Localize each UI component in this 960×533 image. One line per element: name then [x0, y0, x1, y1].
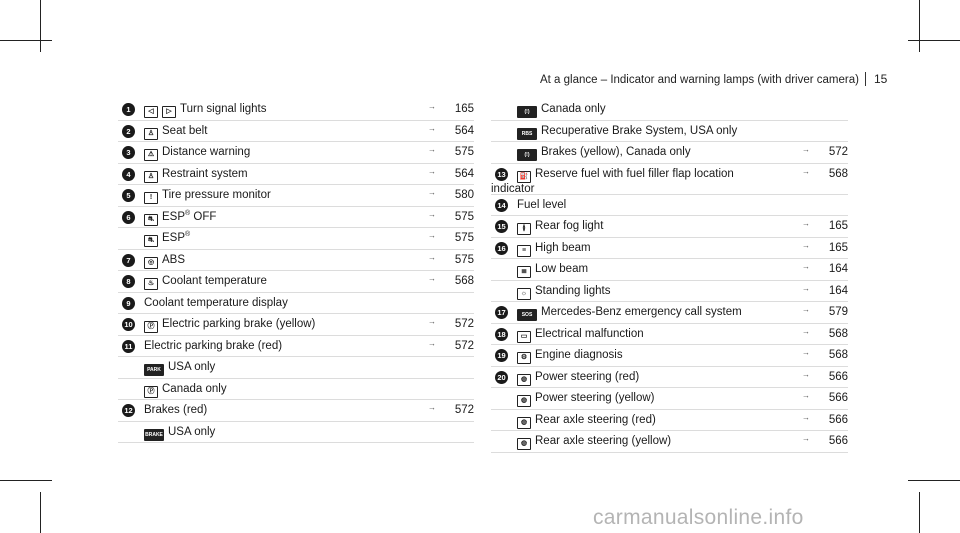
item-number-badge: 3 [122, 146, 135, 159]
item-number-badge: 9 [122, 297, 135, 310]
indicator-description [517, 103, 788, 118]
item-number-badge: 19 [495, 349, 508, 362]
indicator-description [144, 361, 414, 376]
registered-mark: ® [185, 209, 191, 217]
page-reference-arrow: → [428, 209, 436, 219]
crop-mark [40, 492, 41, 533]
rbs-icon: RBS [517, 128, 537, 140]
page-reference-arrow: → [802, 145, 810, 154]
page-reference-link[interactable]: 572 [828, 146, 848, 158]
page-reference-arrow: → [428, 403, 436, 412]
brake-circle-icon: (!) [517, 149, 537, 161]
crop-mark [908, 40, 960, 41]
indicator-row [491, 121, 848, 143]
indicator-description [517, 220, 788, 235]
indicator-label: ABS [162, 253, 186, 266]
indicator-row [491, 345, 848, 367]
page-reference-arrow: → [802, 283, 810, 293]
page-reference-link[interactable]: 575 [454, 253, 474, 266]
indicator-description [517, 125, 788, 140]
indicator-description [144, 232, 414, 247]
indicator-label: Coolant temperature [162, 275, 267, 287]
indicator-row [118, 293, 474, 315]
indicator-label: Rear axle steering (red) [535, 413, 656, 426]
page-reference-arrow: → [802, 262, 810, 271]
high-beam-icon: ≡ [517, 245, 531, 257]
page-reference-link[interactable]: 568 [828, 349, 848, 361]
page-reference-arrow: → [428, 252, 436, 262]
distance-warning-icon: ⚠ [144, 149, 158, 161]
indicator-row [491, 259, 848, 281]
page-reference-link[interactable]: 165 [828, 220, 848, 232]
indicator-row [118, 207, 474, 229]
restraint-icon: ♙ [144, 171, 158, 183]
turn-left-icon: ◁ [144, 106, 158, 118]
indicator-label: Reserve fuel with fuel filler flap location [535, 167, 734, 180]
page-reference-link[interactable]: 575 [454, 146, 474, 158]
item-number-badge: 13 [495, 168, 508, 181]
item-number-badge: 11 [122, 340, 135, 353]
page-reference-link[interactable]: 566 [828, 435, 848, 447]
page-reference-arrow: → [428, 102, 436, 111]
indicator-label: Electrical malfunction [535, 327, 644, 340]
indicator-label: Electric parking brake (yellow) [162, 318, 316, 330]
page-reference-arrow: → [802, 391, 810, 400]
right-column [491, 99, 848, 453]
item-number-badge: 2 [122, 125, 135, 138]
page-reference-link[interactable]: 575 [454, 210, 474, 223]
header-title: At a glance – Indicator and warning lamps (with driver camera) [540, 74, 859, 86]
tire-pressure-icon: ! [144, 192, 158, 204]
page-reference-link[interactable]: 568 [828, 327, 848, 340]
indicator-row [491, 324, 848, 346]
page-number: 15 [873, 72, 888, 86]
indicator-label: Recuperative Brake System, USA only [541, 124, 738, 137]
item-number-badge: 5 [122, 189, 135, 202]
indicator-label: ESP [162, 210, 186, 223]
indicator-label: Electric parking brake (red) [144, 339, 283, 352]
indicator-label: USA only [168, 361, 216, 373]
brake-circle-icon: (!) [517, 106, 537, 118]
item-number-badge: 15 [495, 220, 508, 233]
parking-brake-icon: Ⓟ [144, 386, 158, 398]
indicator-description [144, 426, 414, 441]
watermark: carmanualsonline.info [593, 506, 804, 529]
indicator-label: Standing lights [535, 284, 611, 297]
brake-text-icon: BRAKE [144, 429, 164, 441]
page-reference-link[interactable]: 165 [828, 241, 848, 254]
indicator-description [144, 103, 414, 118]
indicator-row [118, 336, 474, 358]
park-icon: PARK [144, 364, 164, 376]
page-reference-arrow: → [802, 369, 810, 379]
indicator-row [491, 216, 848, 238]
steering-icon: ◍ [517, 395, 531, 407]
indicator-row [491, 195, 848, 217]
item-number-badge: 17 [495, 306, 508, 319]
indicator-label: Rear axle steering (yellow) [535, 435, 672, 447]
page-reference-arrow: → [802, 240, 810, 250]
indicator-description [144, 254, 414, 269]
indicator-label-line2: indicator [491, 182, 535, 195]
page-reference-link[interactable]: 572 [454, 404, 474, 416]
indicator-label: ESP [162, 232, 186, 244]
page-reference-arrow: → [428, 123, 436, 133]
indicator-label: Distance warning [162, 146, 251, 158]
indicator-description [517, 328, 788, 343]
indicator-row [491, 281, 848, 303]
indicator-row [118, 228, 474, 250]
indicator-description [517, 146, 788, 161]
indicator-row [118, 99, 474, 121]
page-reference-link[interactable]: 566 [828, 370, 848, 383]
registered-mark: ® [185, 231, 191, 239]
standing-lights-icon: ☼ [517, 288, 531, 300]
indicator-label: Low beam [535, 263, 589, 275]
indicator-label: Engine diagnosis [535, 349, 623, 361]
indicator-description [144, 318, 414, 333]
indicator-description [517, 242, 788, 257]
crop-mark [0, 40, 52, 41]
indicator-label: Rear fog light [535, 220, 604, 232]
indicator-description [517, 263, 788, 278]
indicator-row [118, 314, 474, 336]
page-reference-link[interactable]: 564 [454, 167, 474, 180]
page-reference-arrow: → [428, 317, 436, 326]
item-number-badge: 4 [122, 168, 135, 181]
indicator-label: Restraint system [162, 167, 248, 180]
indicator-description [144, 125, 414, 140]
indicator-description [144, 340, 414, 353]
page-reference-arrow: → [428, 166, 436, 176]
page-reference-link[interactable]: 568 [454, 275, 474, 287]
indicator-row [491, 431, 848, 453]
esp-icon: ⛐ [144, 235, 158, 247]
item-number-badge: 1 [122, 103, 135, 116]
page-reference-arrow: → [428, 188, 436, 197]
indicator-label: Canada only [162, 382, 227, 395]
indicator-row [491, 238, 848, 260]
page-reference-arrow: → [802, 412, 810, 422]
indicator-label: Fuel level [517, 198, 567, 211]
indicator-label: Brakes (yellow), Canada only [541, 146, 691, 158]
page-reference-arrow: → [428, 231, 436, 240]
indicator-description [144, 297, 414, 310]
indicator-description [517, 392, 788, 407]
indicator-row [118, 400, 474, 422]
indicator-label: USA only [168, 425, 216, 438]
steering-icon: ◍ [517, 438, 531, 450]
page-reference-link[interactable]: 572 [454, 318, 474, 330]
left-column [118, 99, 474, 443]
indicator-row [491, 302, 848, 324]
fuel-icon: ⛽ [517, 171, 531, 183]
indicator-description [144, 275, 414, 290]
indicator-label: Seat belt [162, 124, 208, 137]
item-number-badge: 20 [495, 371, 508, 384]
page-reference-link[interactable]: 575 [454, 232, 474, 244]
item-number-badge: 8 [122, 275, 135, 288]
parking-brake-icon: Ⓟ [144, 321, 158, 333]
indicator-description [144, 189, 414, 204]
page-reference-arrow: → [428, 145, 436, 154]
indicator-row [118, 164, 474, 186]
indicator-row [118, 250, 474, 272]
page-reference-link[interactable]: 165 [454, 103, 474, 115]
item-number-badge: 14 [495, 199, 508, 212]
page-reference-link[interactable]: 572 [454, 339, 474, 352]
page-reference-arrow: → [802, 219, 810, 228]
indicator-row [491, 388, 848, 410]
indicator-description [144, 404, 414, 417]
indicator-row [118, 422, 474, 444]
item-number-badge: 12 [122, 404, 135, 417]
indicator-description [144, 146, 414, 161]
page-reference-link[interactable]: 566 [828, 392, 848, 404]
indicator-row [118, 185, 474, 207]
indicator-description [517, 414, 788, 429]
indicator-description [517, 435, 788, 450]
abs-icon: ◎ [144, 257, 158, 269]
crop-mark [908, 480, 960, 481]
coolant-icon: ♨ [144, 278, 158, 290]
indicator-row [491, 410, 848, 432]
indicator-description [517, 371, 788, 386]
indicator-label: Canada only [541, 103, 606, 115]
crop-mark [919, 492, 920, 533]
indicator-label: Coolant temperature display [144, 296, 288, 309]
page-reference-arrow: → [802, 434, 810, 443]
steering-icon: ◍ [517, 374, 531, 386]
battery-icon: ▭ [517, 331, 531, 343]
header-divider [865, 72, 866, 86]
indicator-description [144, 383, 414, 398]
indicator-label: Power steering (yellow) [535, 392, 655, 404]
rear-fog-icon: ≬ [517, 223, 531, 235]
page-reference-link[interactable]: 566 [828, 413, 848, 426]
page-reference-arrow: → [428, 338, 436, 348]
indicator-row [491, 99, 848, 121]
indicator-label: Power steering (red) [535, 370, 640, 383]
sos-icon: SOS [517, 309, 537, 321]
indicator-description [517, 306, 788, 321]
page-reference-link[interactable]: 579 [828, 306, 848, 318]
page-reference-arrow: → [802, 305, 810, 314]
indicator-label: Brakes (red) [144, 404, 208, 416]
page-header [540, 72, 888, 86]
item-number-badge: 10 [122, 318, 135, 331]
indicator-description [144, 211, 414, 226]
indicator-label: Turn signal lights [180, 103, 267, 115]
page-reference-arrow: → [428, 274, 436, 283]
turn-right-icon: ▷ [162, 106, 176, 118]
crop-mark [40, 0, 41, 52]
indicator-label: High beam [535, 241, 591, 254]
indicator-label-suffix: OFF [190, 210, 217, 223]
indicator-row [118, 357, 474, 379]
indicator-row [118, 121, 474, 143]
indicator-description [517, 285, 788, 300]
indicator-row [491, 367, 848, 389]
esp-off-icon: ⛐ [144, 214, 158, 226]
page-reference-link[interactable]: 568 [828, 167, 848, 180]
indicator-row [118, 379, 474, 401]
indicator-description [517, 349, 788, 364]
item-number-badge: 16 [495, 242, 508, 255]
engine-icon: ⚙ [517, 352, 531, 364]
item-number-badge: 6 [122, 211, 135, 224]
page-reference-arrow: → [802, 348, 810, 357]
indicator-label: Mercedes-Benz emergency call system [541, 306, 742, 318]
page-reference-arrow: → [802, 326, 810, 336]
page-reference-link[interactable]: 164 [828, 284, 848, 297]
item-number-badge: 7 [122, 254, 135, 267]
page-reference-arrow: → [802, 166, 810, 176]
low-beam-icon: ≣ [517, 266, 531, 278]
indicator-description [144, 168, 414, 183]
page-reference-link[interactable]: 580 [454, 189, 474, 201]
indicator-row [491, 142, 848, 164]
steering-icon: ◍ [517, 417, 531, 429]
indicator-description [517, 199, 788, 212]
indicator-row [491, 164, 848, 195]
crop-mark [0, 480, 52, 481]
page-reference-link[interactable]: 164 [828, 263, 848, 275]
seat-belt-icon: ♙ [144, 128, 158, 140]
indicator-row [118, 142, 474, 164]
indicator-row [118, 271, 474, 293]
item-number-badge: 18 [495, 328, 508, 341]
page-reference-link[interactable]: 564 [454, 124, 474, 137]
crop-mark [919, 0, 920, 52]
indicator-label: Tire pressure monitor [162, 189, 271, 201]
